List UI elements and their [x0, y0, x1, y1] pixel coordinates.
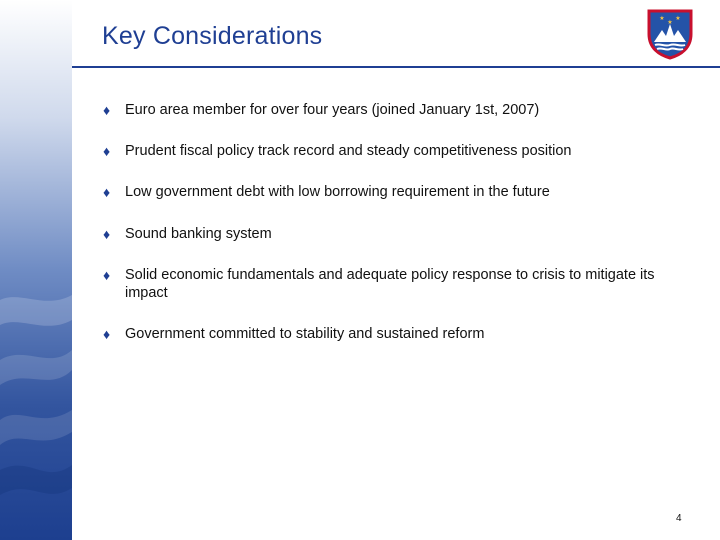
- bullet-item: [103, 101, 663, 119]
- bullet-item: [103, 225, 663, 243]
- bullet-text: Prudent fiscal policy track record and steady competitiveness position: [125, 143, 572, 159]
- svg-text:★: ★: [659, 15, 665, 22]
- diamond-bullet-icon: ♦: [103, 184, 111, 200]
- bullet-list: [103, 101, 663, 343]
- bullet-item: [103, 266, 663, 302]
- page-title: Key Considerations: [102, 22, 323, 50]
- svg-text:★: ★: [675, 15, 681, 22]
- slovenia-coat-of-arms-icon: [645, 8, 695, 60]
- bullet-text: Government committed to stability and sustained reform: [125, 326, 485, 342]
- bullet-item: [103, 183, 663, 201]
- diamond-bullet-icon: ♦: [103, 326, 111, 342]
- diamond-bullet-icon: ♦: [103, 102, 111, 118]
- bullet-item: [103, 142, 663, 160]
- svg-text:★: ★: [667, 19, 673, 26]
- page-number: 4: [676, 513, 682, 524]
- bullet-text: Sound banking system: [125, 226, 272, 242]
- diamond-bullet-icon: ♦: [103, 143, 111, 159]
- bullet-text: Euro area member for over four years (joined January 1st, 2007): [125, 102, 540, 118]
- diamond-bullet-icon: ♦: [103, 226, 111, 242]
- bullet-text: Low government debt with low borrowing requirement in the future: [125, 184, 550, 200]
- bullet-item: [103, 325, 663, 343]
- decorative-side-band: [0, 0, 72, 540]
- diamond-bullet-icon: ♦: [103, 267, 111, 283]
- title-divider: [72, 66, 720, 68]
- bullet-text: Solid economic fundamentals and adequate policy response to crisis to mitigate its impact: [125, 267, 655, 301]
